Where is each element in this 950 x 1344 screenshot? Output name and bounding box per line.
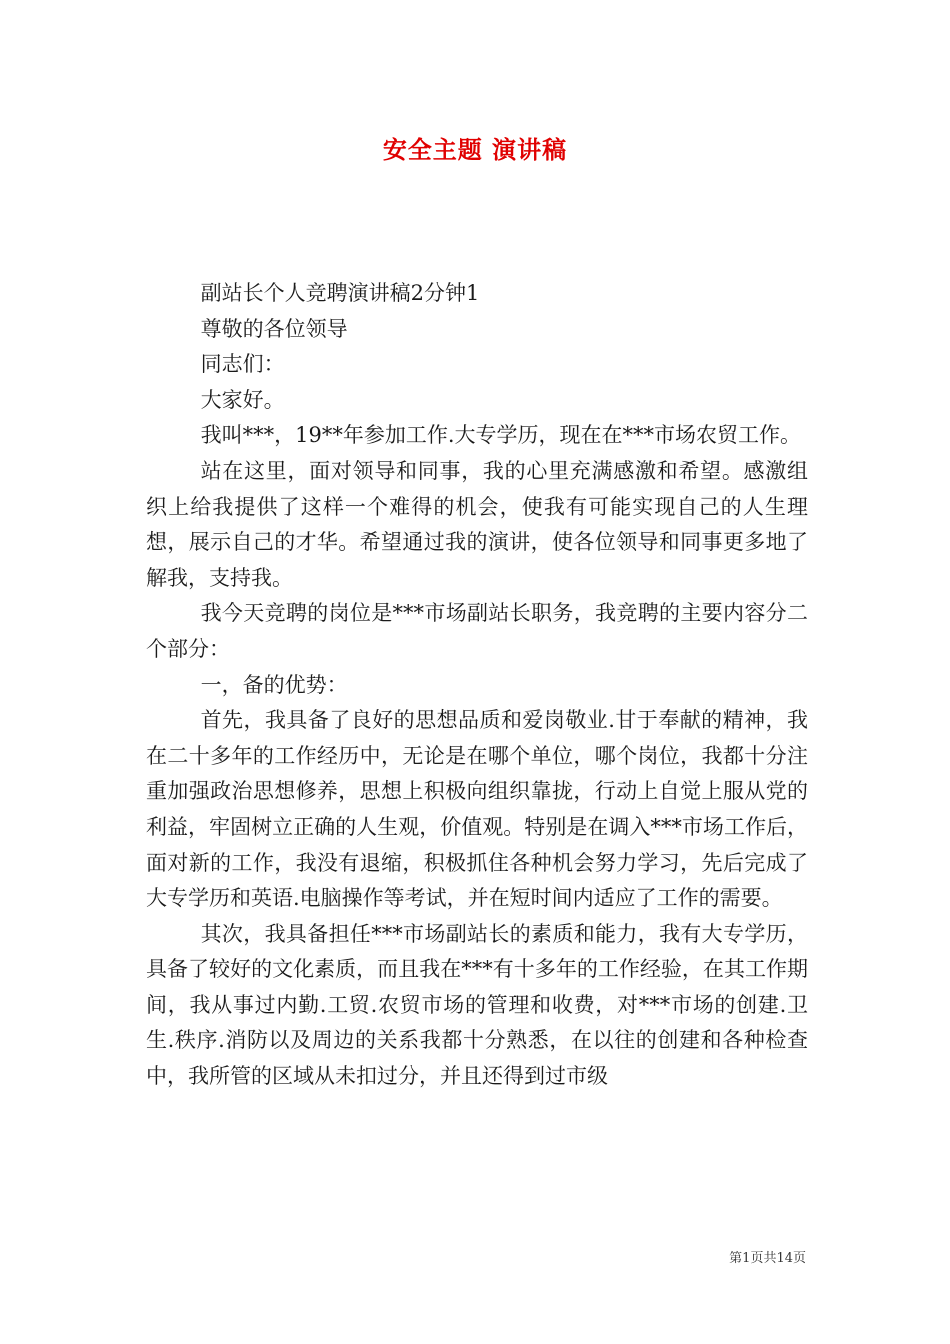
paragraph: 副站长个人竞聘演讲稿2分钟1 <box>200 281 480 305</box>
paragraph: 我叫***，19**年参加工作.大专学历，现在在***市场农贸工作。 <box>200 423 801 448</box>
page-title: 安全主题 演讲稿 <box>382 135 568 164</box>
page-number: 第1页共14页 <box>729 1251 806 1266</box>
paragraph: 尊敬的各位领导 <box>200 316 348 341</box>
paragraph: 同志们： <box>200 352 285 377</box>
document-body <box>146 276 808 1095</box>
paragraph: 站在这里，面对领导和同事，我的心里充满感激和希望。感激组织上给我提供了这样一个难得的机会，使我有可能实现自己的人生理想，展示自己的才华。希望通过我的演讲，使各位领导和同事更多地了解我，支持我。 <box>146 458 808 590</box>
paragraph: 一，备的优势： <box>200 672 348 697</box>
paragraph: 其次，我具备担任***市场副站长的素质和能力，我有大专学历，具备了较好的文化素质，而且我在***有十多年的工作经验，在其工作期间，我从事过内勤.工贸.农贸市场的管理和收费，对***市场的创建.卫生.秩序.消防以及周边的关系我都十分熟悉，在以往的创建和各种检查中，我所管的区域从未扣过分，并且还得到过市级 <box>146 921 808 1089</box>
paragraph: 首先，我具备了良好的思想品质和爱岗敬业.甘于奉献的精神，我在二十多年的工作经历中，无论是在哪个单位，哪个岗位，我都十分注重加强政治思想修养，思想上积极向组织靠拢，行动上自觉上服从党的利益，牢固树立正确的人生观，价值观。特别是在调入***市场工作后，面对新的工作，我没有退缩，积极抓住各种机会努力学习，先后完成了大专学历和英语.电脑操作等考试，并在短时间内适应了工作的需要。 <box>146 708 808 911</box>
paragraph: 我今天竞聘的岗位是***市场副站长职务，我竞聘的主要内容分二个部分： <box>146 601 808 661</box>
paragraph: 大家好。 <box>200 387 285 412</box>
